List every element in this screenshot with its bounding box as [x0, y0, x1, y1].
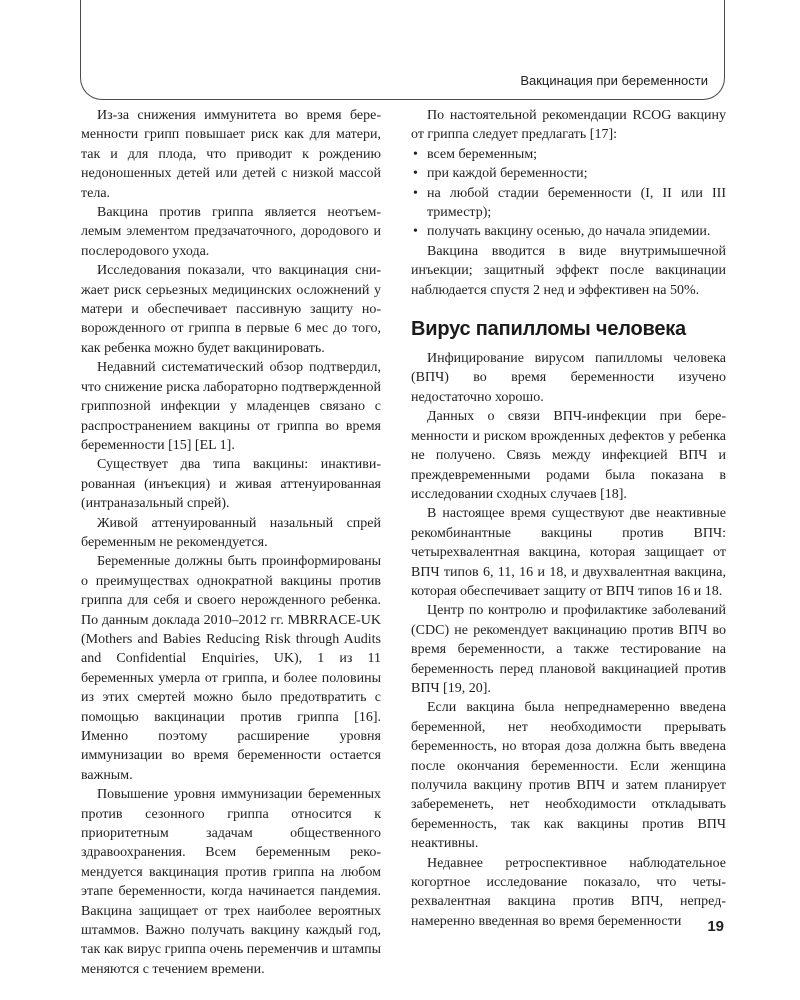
paragraph-hpv-infection: Инфицирование вирусом папилломы человека (ВПЧ) во время беременности изучено недостаточно хорошо. — [411, 351, 726, 405]
paragraph-hpv-defects: Данных о связи ВПЧ-инфекции при беременности и риском врожденных дефектов у ребенка не получено. Связь между инфекцией ВПЧ и преждевременными родами была показана в исследовании сходных случаев [18]. — [411, 409, 726, 502]
paragraph-mbrrace: Беременные должны быть проинформированы о преимуществах однократной вакцины против гриппа для себя и своего нерожденного ребенка. По данным доклада 2010–2012 гг. MBRRACE-UK (Mothers and Babies Reducing Risk through Audits and Confidential Enquiries, UK), 1 из 11 беременных умерла от гриппа, и более половины из этих смертей можно было предотвратить с помощью вакцинации против гриппа [16]. Именно поэтому расширение уровня иммунизации во время беременности остается важным. — [81, 554, 381, 783]
paragraph-injection-info: Вакцина вводится в виде внутримышечной инъекции; защитный эффект после вакцинации наблюдается спустя 2 нед и эффективен на 50%. — [411, 243, 726, 298]
bullet-icon: • — [413, 146, 418, 162]
bullet-icon: • — [413, 185, 418, 201]
list-item: • при каждой беременности; — [411, 164, 726, 183]
paragraph-flu-risk: Из-за снижения иммунитета во время беременности грипп повышает риск как для матери, так и для плода, что приводит к рождению недоношенных детей или детей с низкой массой тела. — [81, 108, 381, 201]
list-item: • всем беременным; — [411, 145, 726, 164]
paragraph-research-results: Исследования показали, что вакцинация снижает риск серьезных медицинских осложнений у матери и обеспечивает пассивную защиту новорожденного от гриппа в первые 6 мес до того, как ребенка можно будет вакцинировать. — [81, 263, 381, 356]
paragraph-retrospective-study: Недавнее ретроспективное наблюдательное когортное исследование показало, что четырехвалентная вакцина против ВПЧ, непреднамеренно введенная во время беременности — [411, 855, 726, 929]
list-item: • получать вакцину осенью, до начала эпидемии. — [411, 222, 726, 241]
paragraph-unintended-vaccination: Если вакцина была непреднамеренно введена беременной, нет необходимости прерывать беременность, но вторая доза должна быть введена после окончания беременности. Если женщина получила вакцину против ВПЧ и затем планирует забеременеть, нет необходимости откладывать беременность, так как вакцины против ВПЧ неактивны. — [411, 700, 726, 852]
running-head-title: Вакцинация при беременности — [520, 73, 708, 88]
paragraph-vaccine-types: Существует два типа вакцины: инактивированная (инъекция) и живая аттенуированная (интраназальный спрей). — [81, 457, 381, 512]
paragraph-immunization-priority: Повышение уровня иммунизации беременных против сезонного гриппа относится к приоритетным задачам общественного здравоохранения. Всем беременным рекомендуется вакцинация против гриппа на любом этапе беременности, когда начинается пандемия. Вакцина защищает от трех наиболее вероятных штаммов. Важно получать вакцину каждый год, так как вирус гриппа очень переменчив и штампы меняются с течением времени. — [81, 787, 381, 977]
bullet-icon: • — [413, 224, 418, 240]
rcog-recommendation-list — [411, 145, 726, 242]
paragraph-nasal-spray: Живой аттенуированный назальный спрей беременным не рекомендуется. — [81, 515, 381, 550]
section-title-hpv: Вирус папилломы человека — [411, 318, 686, 341]
paragraph-cdc: Центр по контролю и профилактике заболеваний (CDC) не рекомендует вакцинацию против ВПЧ во время беременности, а также тестирование на беременность перед плановой вакцинацией против ВПЧ [19, 20]. — [411, 603, 726, 696]
paragraph-rcog-intro: По настоятельной рекомендации RCOG вакцину от гриппа следует предлагать [17]: — [411, 108, 726, 143]
bullet-icon: • — [413, 166, 418, 182]
paragraph-hpv-vaccines: В настоящее время существуют две неактивные рекомбинантные вакцины против ВПЧ: четырехвалентная вакцина, которая защищает от ВПЧ типов 6, 11, 16 и 18, и двухвалентная вакцина, которая обеспечивает защиту от ВПЧ типов 16 и 18. — [411, 506, 726, 599]
left-column — [81, 106, 381, 979]
paragraph-systematic-review: Недавний систематический обзор подтвердил, что снижение риска лабораторно подтвержденной гриппозной инфекции у младенцев связано с распространением вакцины от гриппа во время беременности [15] [EL 1]. — [81, 360, 381, 453]
list-item: • на любой стадии беременности (I, II или III триместр); — [413, 185, 726, 221]
paragraph-flu-vaccine-care: Вакцина против гриппа является неотъемлемым элементом предзачаточного, дородового и послеродового ухода. — [81, 205, 381, 259]
page-number: 19 — [707, 918, 724, 935]
right-column — [411, 106, 726, 931]
